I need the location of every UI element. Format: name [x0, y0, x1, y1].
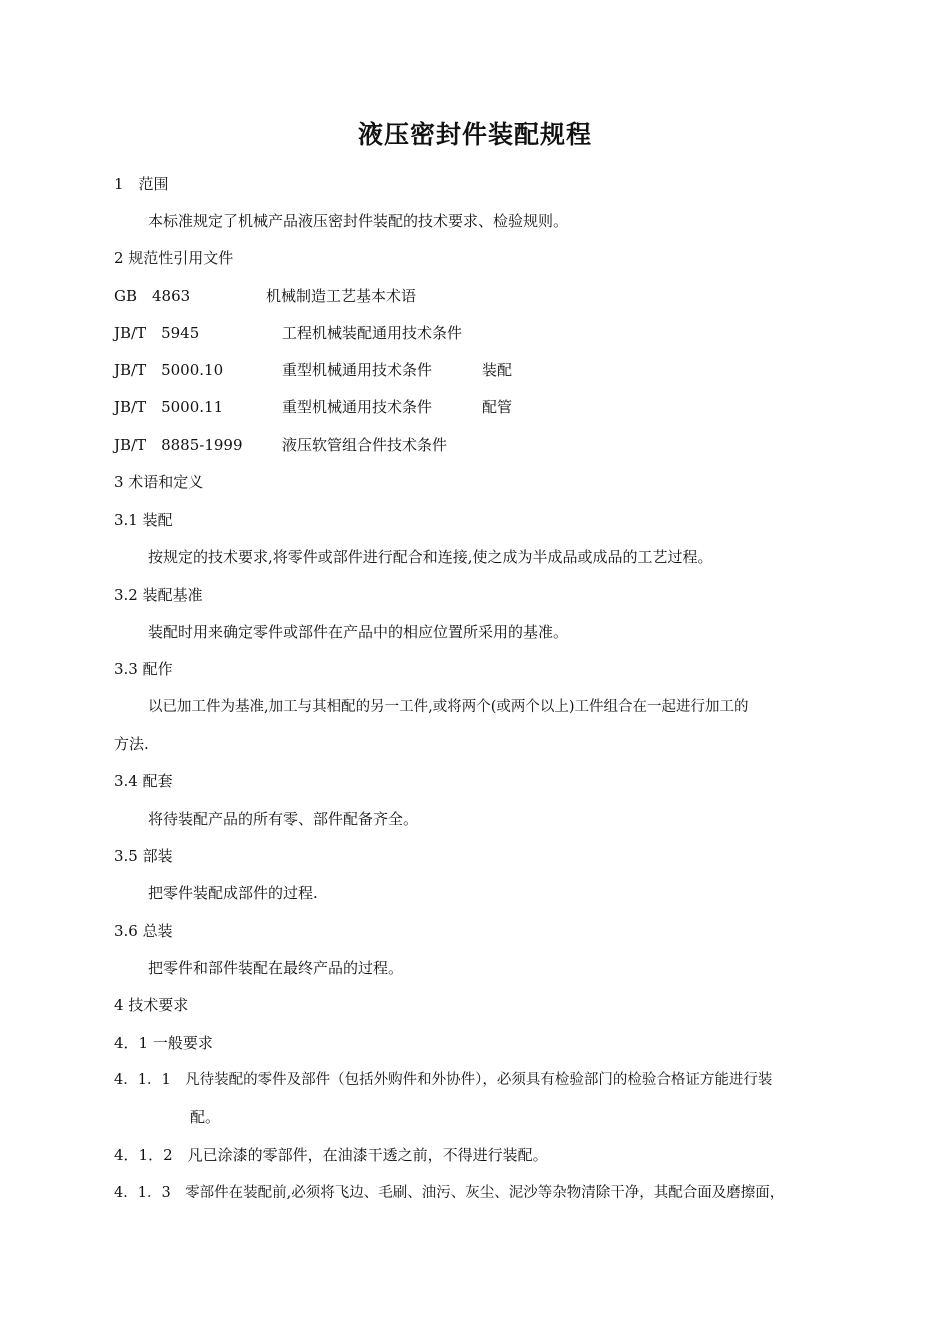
section-3-6-text: 把零件和部件装配在最终产品的过程。 [148, 959, 404, 977]
section-4-1-1-text: 4．1．1 凡待装配的零件及部件（包括外购件和外协件），必须具有检验部门的检验合格证方能进行装 [114, 1072, 773, 1088]
reference-name: 工程机械装配通用技术条件 [282, 324, 463, 342]
reference-name: 液压软管组合件技术条件 [282, 436, 448, 454]
reference-extra: 配管 [482, 398, 513, 416]
section-3-heading: 3 术语和定义 [114, 473, 204, 491]
document-title: 液压密封件装配规程 [357, 120, 592, 149]
reference-code: JB/T 5945 [114, 324, 200, 342]
section-4-1-3-text: 4．1．3 零部件在装配前,必须将飞边、毛刷、油污、灰尘、泥沙等杂物清除干净，其配合面及磨擦面， [114, 1185, 785, 1201]
reference-name: 重型机械通用技术条件 [282, 398, 433, 416]
section-3-2-text: 装配时用来确定零件或部件在产品中的相应位置所采用的基准。 [148, 623, 569, 641]
section-1-heading: 1 范围 [114, 175, 169, 193]
section-3-1-text: 按规定的技术要求,将零件或部件进行配合和连接,使之成为半成品或成品的工艺过程。 [148, 548, 713, 566]
section-3-3-text: 以已加工件为基准,加工与其相配的另一工件,或将两个(或两个以上)工件组合在一起进行加工的 [148, 699, 749, 715]
section-2-heading: 2 规范性引用文件 [114, 249, 234, 267]
reference-code: GB 4863 [114, 287, 191, 305]
section-3-3-heading: 3.3 配作 [114, 660, 173, 678]
reference-code: JB/T 5000.10 [114, 361, 224, 379]
section-3-1-heading: 3.1 装配 [114, 511, 173, 529]
section-3-6-heading: 3.6 总装 [114, 922, 173, 940]
section-1-text: 本标准规定了机械产品液压密封件装配的技术要求、检验规则。 [148, 212, 569, 230]
section-4-heading: 4 技术要求 [114, 996, 189, 1014]
reference-extra: 装配 [482, 361, 513, 379]
section-3-5-text: 把零件装配成部件的过程. [148, 884, 318, 902]
section-4-1-heading: 4．1 一般要求 [114, 1034, 213, 1052]
reference-code: JB/T 5000.11 [114, 398, 224, 416]
section-3-4-heading: 3.4 配套 [114, 772, 173, 790]
reference-name: 机械制造工艺基本术语 [266, 287, 417, 305]
section-3-2-heading: 3.2 装配基准 [114, 586, 203, 604]
section-4-1-2-text: 4．1．2 凡已涂漆的零部件，在油漆干透之前，不得进行装配。 [114, 1146, 548, 1164]
reference-name: 重型机械通用技术条件 [282, 361, 433, 379]
section-3-5-heading: 3.5 部装 [114, 847, 173, 865]
reference-code: JB/T 8885-1999 [114, 436, 243, 454]
section-3-3-text-cont: 方法. [114, 735, 149, 753]
section-4-1-1-text-cont: 配。 [190, 1108, 221, 1126]
section-3-4-text: 将待装配产品的所有零、部件配备齐全。 [148, 810, 419, 828]
